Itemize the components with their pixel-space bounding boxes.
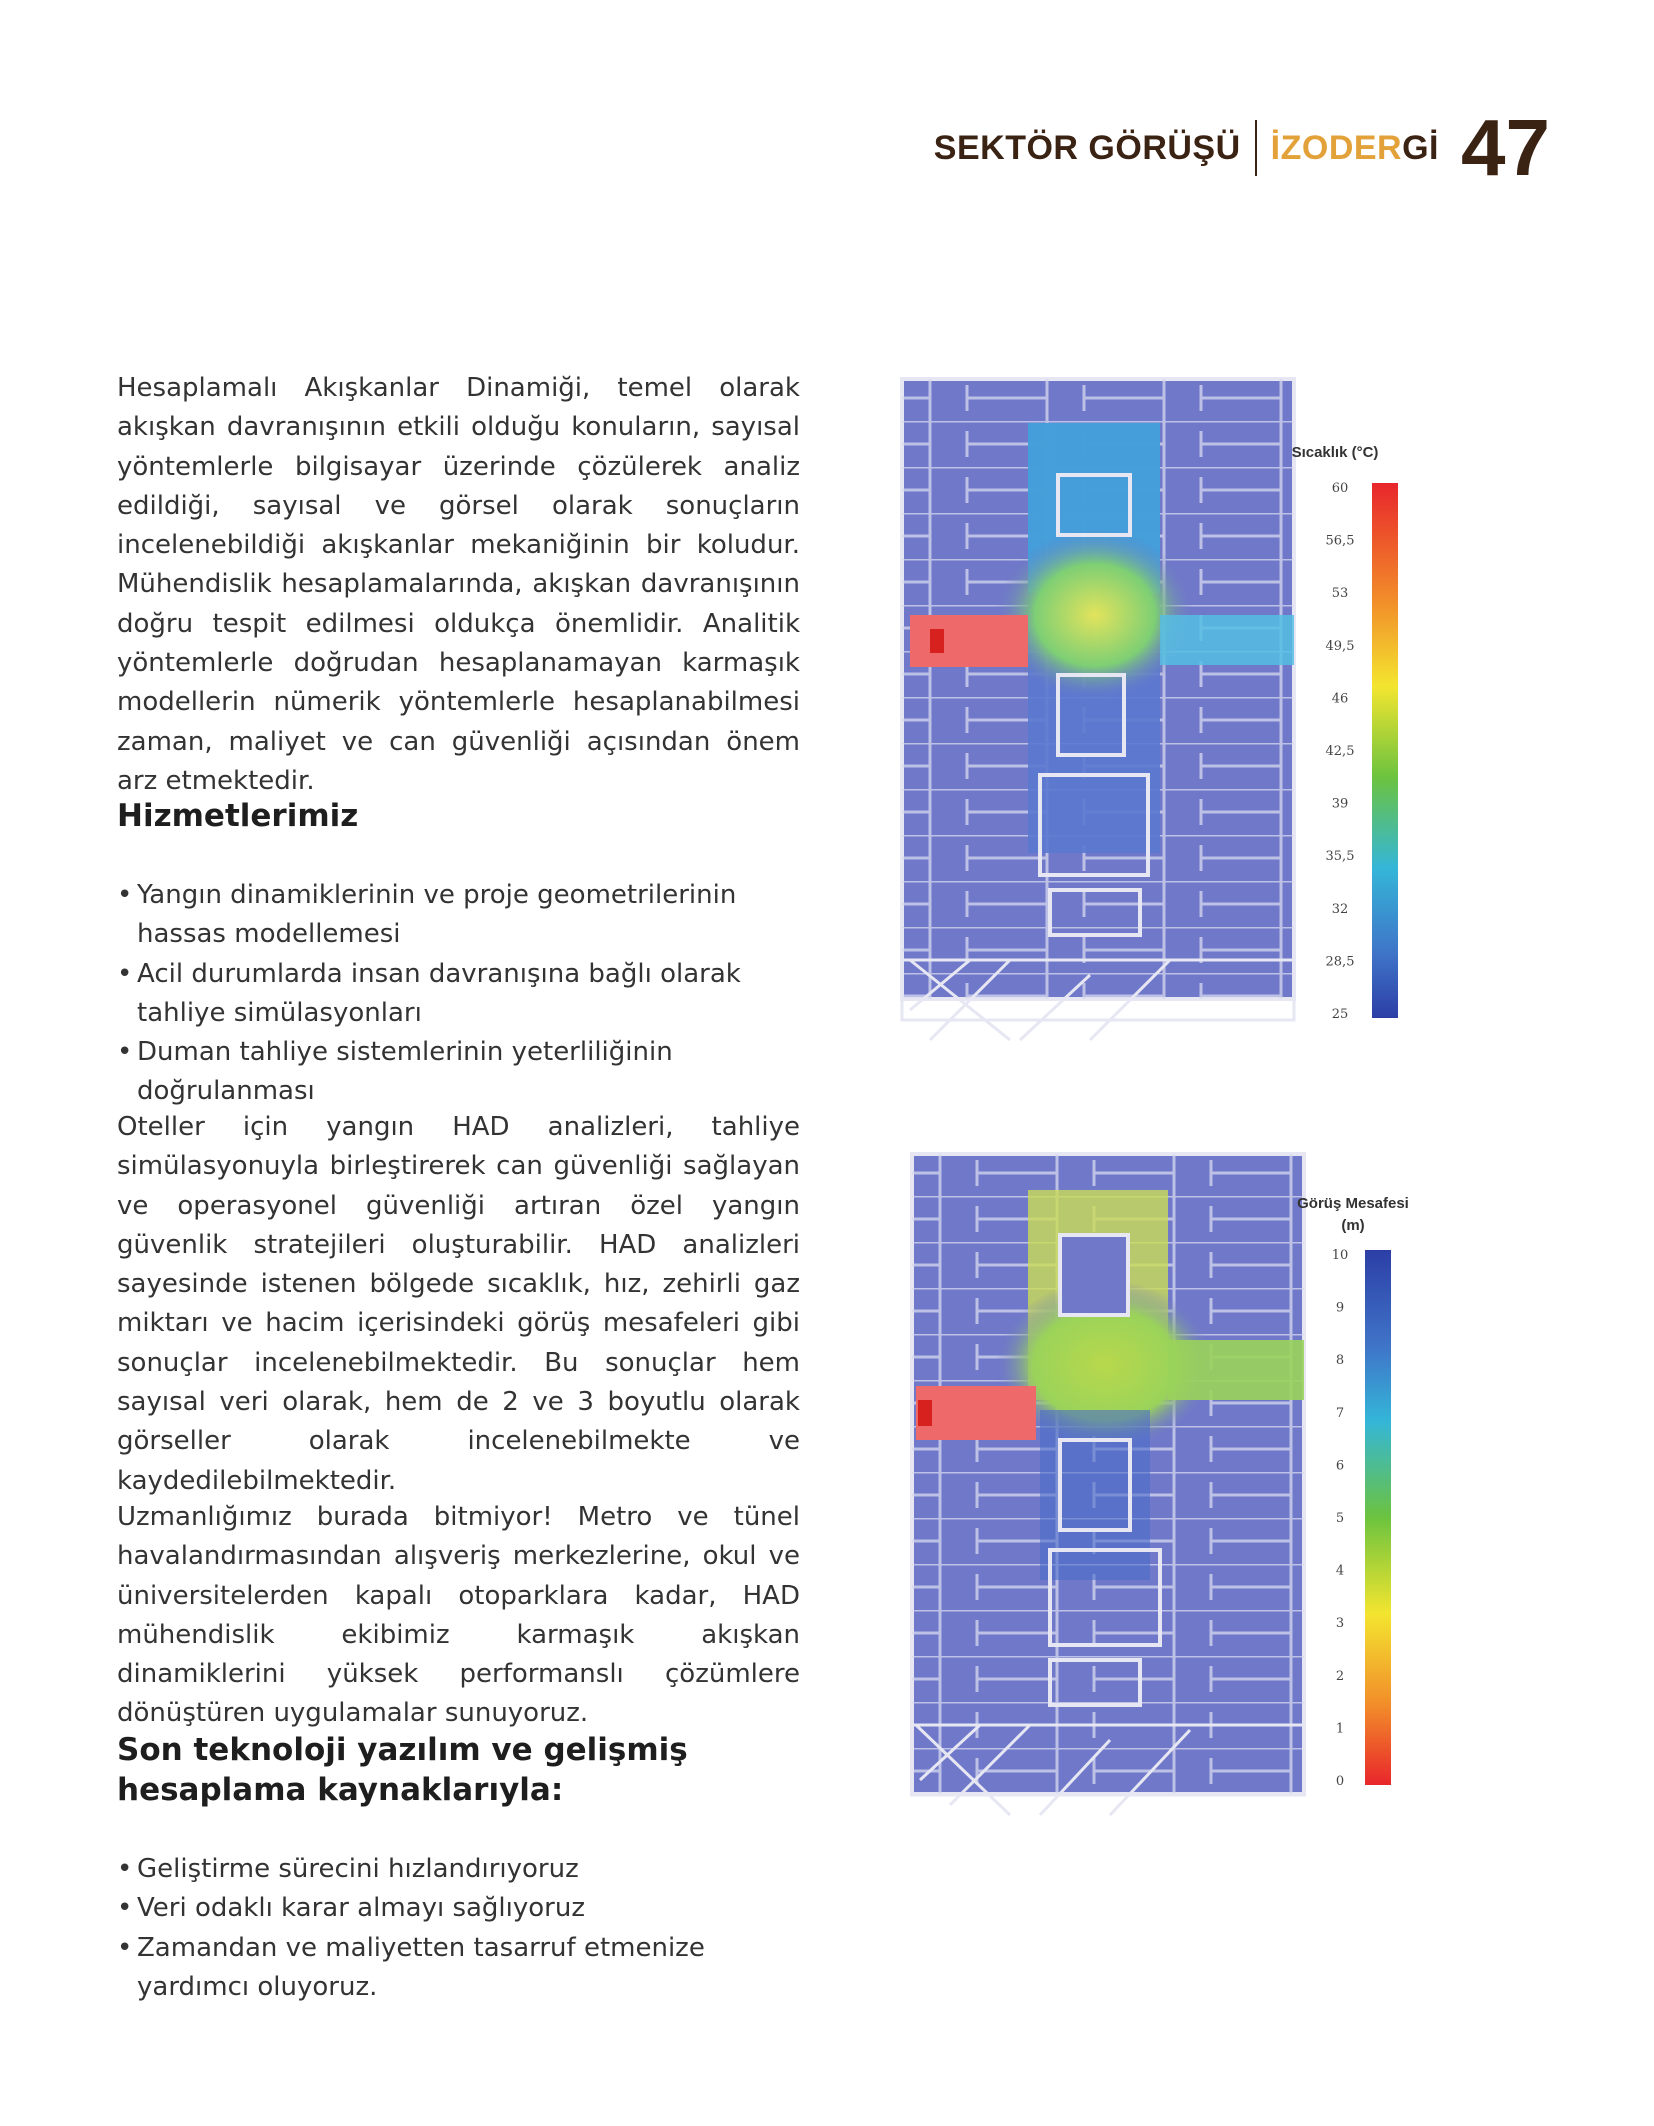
list-item: • Duman tahliye sistemlerinin yeterliliğinin doğrulanması (117, 1033, 800, 1112)
fire-source (930, 629, 944, 653)
expertise-paragraph: Uzmanlığımız burada bitmiyor! Metro ve tünel havalandırmasından alışveriş merkezlerine, okul ve üniversitelerden kapalı otoparklara kadar, HAD mühendislik ekibimiz karmaşık akışkan dinamiklerini yüksek performanslı çözümlere dönüştüren uygulamalar sunuyoruz. (117, 1502, 800, 1729)
temperature-legend-ticks (1326, 481, 1355, 1022)
fire-room (916, 1386, 1036, 1440)
visibility-simulation-figure (900, 1150, 1420, 1830)
legend-tick-label: 3 (1335, 1616, 1345, 1632)
fire-room (910, 615, 1028, 667)
legend-tick-label: 6 (1335, 1458, 1345, 1474)
header-divider (1255, 120, 1257, 176)
magazine-logo-part1: İZODER (1270, 128, 1403, 167)
list-item: • Acil durumlarda insan davranışına bağlı olarak tahliye simülasyonları (117, 955, 800, 1034)
list-item: • Zamandan ve maliyetten tasarruf etmenize yardımcı oluyoruz. (117, 1929, 800, 2008)
list-item: • Veri odaklı karar almayı sağlıyoruz (117, 1889, 800, 1928)
section-title: SEKTÖR GÖRÜŞÜ (933, 128, 1241, 167)
legend-tick-label: 0 (1335, 1774, 1345, 1789)
temperature-simulation-figure (890, 375, 1410, 1055)
legend-tick-label: 39 (1331, 796, 1349, 812)
legend-tick-label: 2 (1335, 1668, 1345, 1684)
magazine-logo-part2: Gİ (1402, 128, 1440, 167)
visibility-legend-ticks (1332, 1248, 1349, 1789)
legend-tick-label: 28,5 (1325, 954, 1355, 970)
page-number: 47 (1461, 103, 1550, 192)
technology-heading: Son teknoloji yazılım ve gelişmiş hesaplama kaynaklarıyla: (117, 1732, 688, 1808)
hotel-paragraph: Oteller için yangın HAD analizleri, tahliye simülasyonuyla birleştirerek can güvenliği sağlayan ve operasyonel güvenliği artıran özel yangın güvenlik stratejileri oluşturabilir. HAD analizleri sayesinde istenen bölgede sıcaklık, hız, zehirli gaz miktarı ve hacim içerisindeki görüş mesafeleri gibi sonuçlar incelenebilmektedir. Bu sonuçlar hem sayısal veri olarak, hem de 2 ve 3 boyutlu olarak görseller olarak incelenebilmekte ve kaydedilebilmektedir. (117, 1112, 800, 1496)
legend-tick-label: 5 (1335, 1511, 1345, 1526)
legend-tick-label: 1 (1335, 1721, 1345, 1737)
visibility-legend-unit: (m) (1341, 1217, 1365, 1234)
legend-tick-label: 8 (1335, 1353, 1345, 1369)
technology-list (117, 1850, 800, 2007)
list-item: • Yangın dinamiklerinin ve proje geometrilerinin hassas modellemesi (117, 876, 800, 955)
temperature-legend-title: Sıcaklık (°C) (1291, 444, 1379, 461)
legend-tick-label: 49,5 (1325, 638, 1355, 654)
legend-tick-label: 42,5 (1325, 744, 1355, 759)
legend-tick-label: 25 (1331, 1007, 1349, 1022)
list-item: • Geliştirme sürecini hızlandırıyoruz (117, 1850, 800, 1889)
legend-tick-label: 56,5 (1325, 533, 1355, 549)
visibility-color-bar (1365, 1250, 1391, 1785)
legend-tick-label: 32 (1331, 901, 1349, 917)
legend-tick-label: 7 (1335, 1405, 1345, 1421)
legend-tick-label: 35,5 (1325, 849, 1355, 865)
page-header (933, 103, 1550, 192)
temperature-figure-svg (890, 375, 1410, 1055)
visibility-figure-svg (900, 1150, 1420, 1830)
fire-source (918, 1400, 932, 1426)
services-heading: Hizmetlerimiz (117, 798, 359, 834)
legend-tick-label: 10 (1331, 1248, 1349, 1263)
legend-tick-label: 60 (1331, 481, 1349, 496)
intro-paragraph: Hesaplamalı Akışkanlar Dinamiği, temel olarak akışkan davranışının etkili olduğu konuların, sayısal yöntemlerle bilgisayar üzerinde çözülerek analiz edildiği, sayısal ve görsel olarak sonuçların incelenebildiği akışkanlar mekaniğinin bir koludur. Mühendislik hesaplamalarında, akışkan davranışının doğru tespit edilmesi oldukça önemlidir. Analitik yöntemlerle doğrudan hesaplanamayan karmaşık modellerin nümerik yöntemlerle hesaplanabilmesi zaman, maliyet ve can güvenliği açısından önem arz etmektedir. (117, 373, 800, 796)
temperature-color-bar (1372, 483, 1398, 1018)
legend-tick-label: 4 (1335, 1563, 1345, 1579)
legend-tick-label: 53 (1331, 586, 1349, 602)
magazine-logo (1271, 129, 1439, 168)
legend-tick-label: 9 (1335, 1300, 1345, 1316)
services-list (117, 876, 800, 1112)
visibility-legend-title: Görüş Mesafesi (1297, 1195, 1409, 1212)
legend-tick-label: 46 (1331, 691, 1349, 707)
